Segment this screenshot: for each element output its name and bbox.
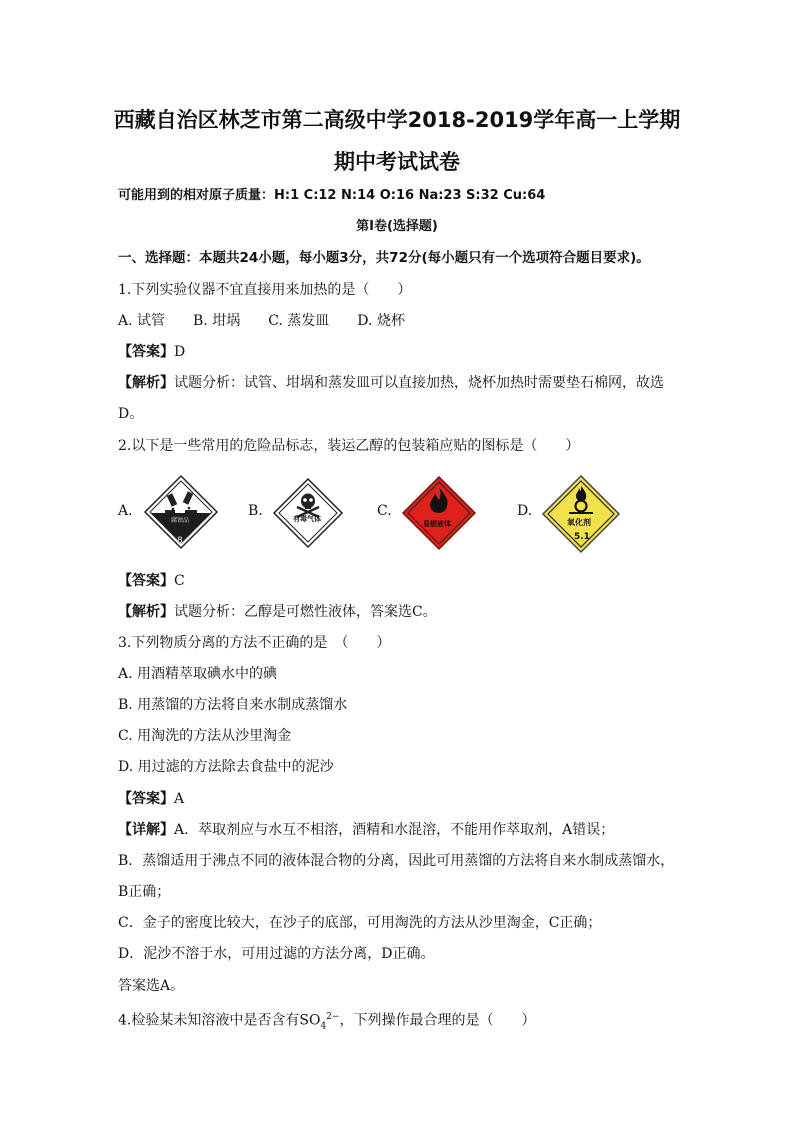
oxidizer-sign-caption: 氧化剂 [567,518,591,527]
q1-answer: D [174,344,186,360]
q2-stem: 2.以下是一些常用的危险品标志，装运乙醇的包装箱应贴的图标是（ ） [118,438,580,454]
exam-title-line-2: 期中考试试卷 [334,150,460,174]
q4-stem-after: ，下列操作最合理的是（ ） [339,1012,536,1029]
q1-analysis-line-2: D。 [118,406,144,422]
q2-answer: C [174,573,185,589]
toxic-gas-sign-caption: 有毒气体 [293,515,321,523]
q1-stem: 1.下列实验仪器不宜直接用来加热的是（ ） [118,282,412,298]
q2-option-b-letter: B. [248,503,263,519]
q3-option-c: C. 用淘洗的方法从沙里淘金 [118,728,292,744]
section-title: 第I卷(选择题) [356,219,438,234]
q3-detail-line-a [118,820,688,840]
oxidizer-sign-number: 5.1 [574,532,590,542]
q3-detail-d: D．泥沙不溶于水，可用过滤的方法分离，D正确。 [118,946,435,962]
q1-answer-line [118,342,688,362]
q3-option-b: B. 用蒸馏的方法将自来水制成蒸馏水 [118,697,348,713]
q3-stem: 3.下列物质分离的方法不正确的是 （ ） [118,635,391,651]
corrosive-sign-number: 8 [177,536,183,546]
toxic-gas-sign-icon [272,477,344,549]
q3-answer: A [174,791,185,807]
q4-superscript: 2− [326,1012,340,1022]
q2-option-a-letter: A. [118,503,133,519]
answer-mark: 【答案】 [118,573,174,589]
analysis-mark: 【解析】 [118,604,174,620]
q3-answer-line [118,789,688,809]
corrosive-sign-caption: 腐蚀品 [171,517,190,524]
q2-option-d-letter: D. [517,503,533,519]
q3-detail-a: A．萃取剂应与水互不相溶，酒精和水混溶，不能用作萃取剂，A错误； [174,822,615,838]
q2-analysis-text: 试题分析：乙醇是可燃性液体，答案选C。 [174,604,437,620]
q3-conclusion: 答案选A。 [118,978,185,994]
part-heading: 一、选择题：本题共24小题，每小题3分，共72分(每小题只有一个选项符合题目要求)。 [118,250,650,266]
q3-option-d: D. 用过滤的方法除去食盐中的泥沙 [118,759,334,775]
exam-title-line-1: 西藏自治区林芝市第二高级中学2018-2019学年高一上学期 [113,108,681,132]
q1-analysis-text: 试题分析：试管、坩埚和蒸发皿可以直接加热，烧杯加热时需要垫石棉网，故选 [174,375,664,391]
q3-detail-b-line-2: B正确； [118,884,171,900]
flammable-liquid-sign-icon [401,475,477,551]
q3-option-a: A. 用酒精萃取碘水中的碘 [118,666,278,682]
q4-stem-before: 4.检验某未知溶液中是否含有SO [118,1012,321,1029]
q4-subscript: 4 [320,1021,327,1032]
atomic-mass-line: 可能用到的相对原子质量：H:1 C:12 N:14 O:16 Na:23 S:32 Cu:64 [118,188,546,203]
q3-detail-b-line-1: B．蒸馏适用于沸点不同的液体混合物的分离，因此可用蒸馏的方法将自来水制成蒸馏水， [118,853,675,869]
q2-analysis-line [118,602,688,622]
q1-options: A. 试管 B. 坩埚 C. 蒸发皿 D. 烧杯 [118,313,405,329]
flammable-liquid-sign-caption: 易燃液体 [423,520,451,528]
detail-mark: 【详解】 [118,822,174,838]
answer-mark: 【答案】 [118,791,174,807]
oxidizer-sign-icon [541,474,621,554]
q2-answer-line [118,571,688,591]
q2-option-c-letter: C. [377,503,392,519]
q3-detail-c: C．金子的密度比较大，在沙子的底部，可用淘洗的方法从沙里淘金，C正确； [118,915,602,931]
answer-mark: 【答案】 [118,344,174,360]
q4-stem [118,1007,688,1036]
q1-analysis-line-1 [118,373,688,393]
analysis-mark: 【解析】 [118,375,174,391]
